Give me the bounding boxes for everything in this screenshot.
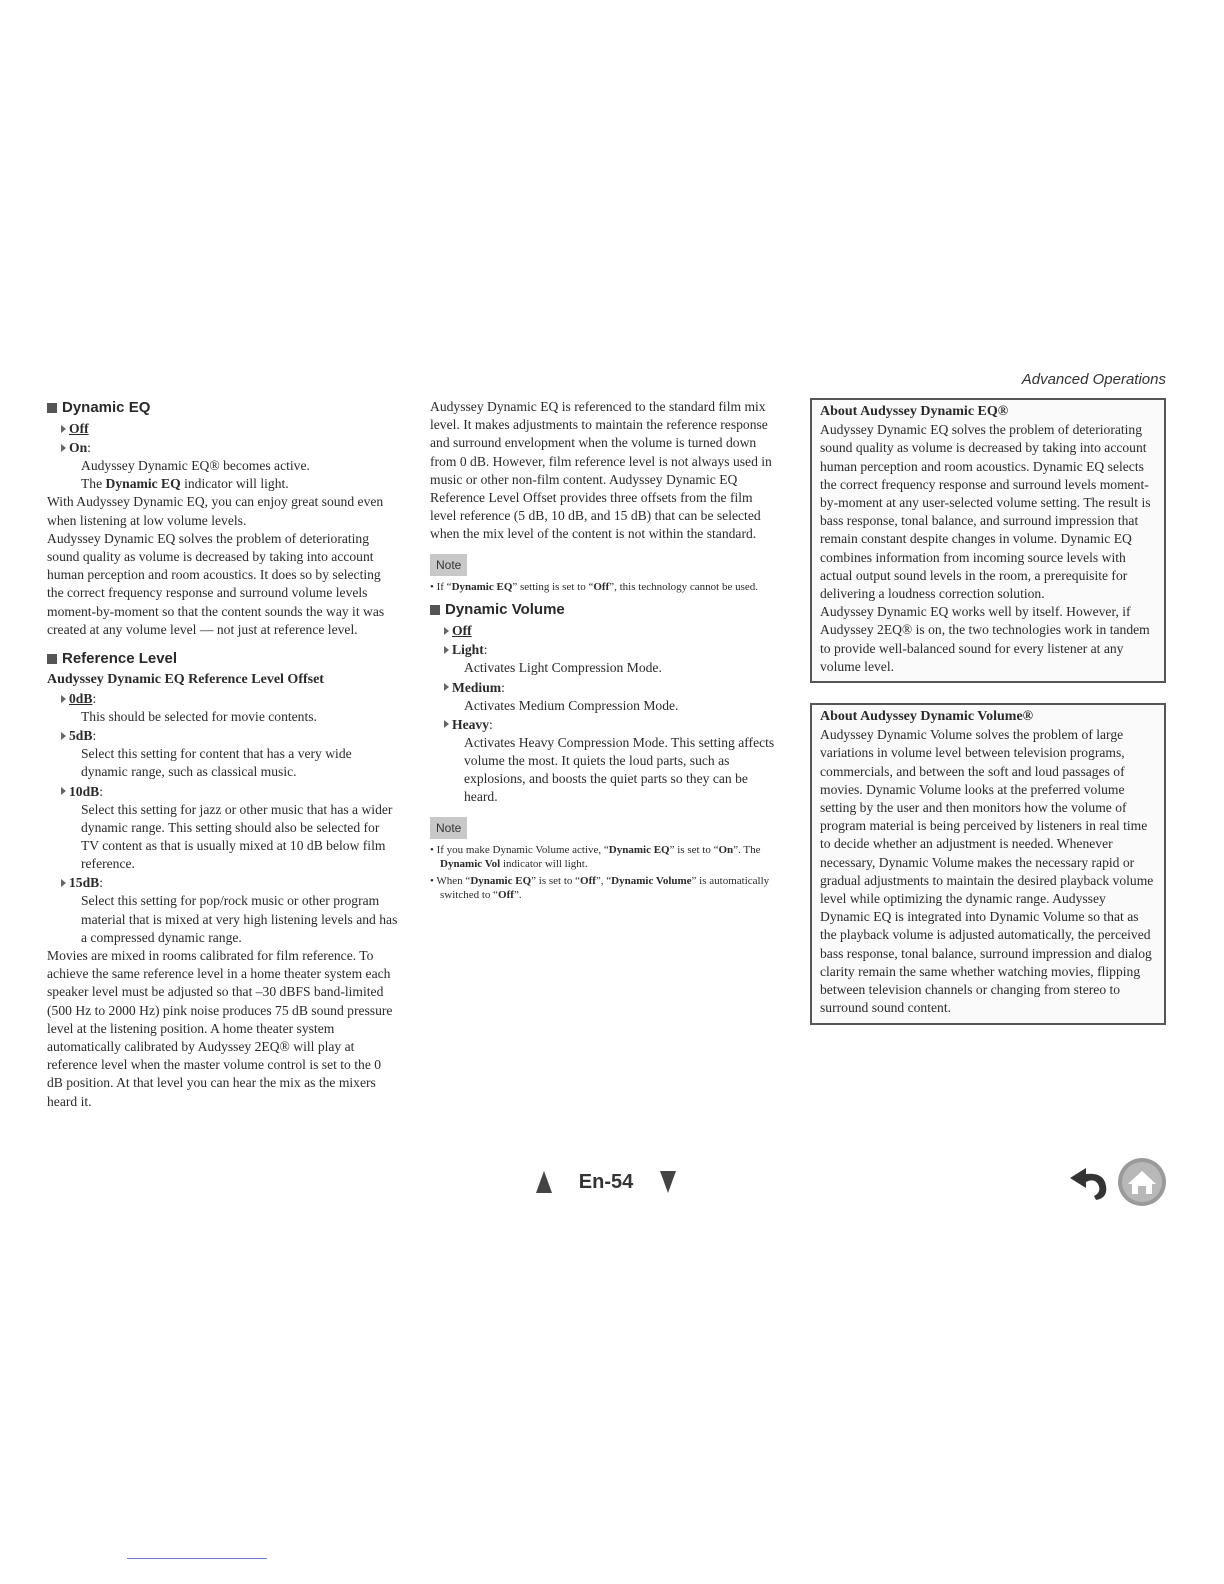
note-label: Note	[430, 817, 467, 839]
option-light: Light :	[430, 640, 782, 659]
info-box-dynamic-eq	[810, 398, 1166, 683]
option-on: On :	[47, 438, 399, 457]
square-bullet-icon	[47, 403, 57, 413]
paragraph: Movies are mixed in rooms calibrated for film reference. To achieve the same reference level in a home theater system each speaker level must be adjusted so that –30 dBFS band-limited (500 Hz to 2000 Hz) pink noise produces 75 dB sound pressure level at the listening position. A home theater system automatically calibrated by Audyssey 2EQ® will play at reference level when the master volume control is set to the 0 dB position. At that level you can hear the mix as the mixers heard it.	[47, 948, 393, 1109]
option-10db: 10dB :	[47, 782, 399, 801]
heading-reference-level: Reference Level	[47, 649, 399, 669]
triangle-bullet-icon	[61, 695, 66, 703]
back-arrow-icon[interactable]	[1070, 1168, 1106, 1200]
option-off: Off	[430, 621, 782, 640]
page-navigation	[536, 1166, 676, 1198]
option-desc: Activates Light Compression Mode.	[464, 660, 662, 676]
triangle-bullet-icon	[61, 879, 66, 887]
triangle-bullet-icon	[444, 646, 449, 654]
option-off: Off	[47, 419, 399, 438]
note-list	[430, 580, 782, 595]
page-number: En-54	[578, 1170, 634, 1193]
note-item: • If “Dynamic EQ” setting is set to “Off”, this technology cannot be used.	[430, 580, 759, 593]
heading-dynamic-volume: Dynamic Volume	[430, 600, 782, 620]
nav-icons	[1062, 1156, 1168, 1208]
subheading-offset: Audyssey Dynamic EQ Reference Level Offset	[47, 672, 324, 688]
paragraph: Audyssey Dynamic EQ solves the problem of deteriorating sound quality as volume is decreased by taking into account human perception and room acoustics. It does so by selecting the correct frequency response and surround volume levels moment-by-moment so that the content sounds the way it was created at any volume level — not just at reference level.	[47, 530, 385, 637]
info-box-dynamic-volume	[810, 703, 1166, 1024]
option-desc: This should be selected for movie contents.	[81, 709, 317, 725]
column-right	[810, 398, 1166, 1025]
option-desc: Activates Heavy Compression Mode. This setting affects volume the most. It quiets the loud parts, such as explosions, and boosts the quiet parts so they can be heard.	[464, 734, 775, 805]
note-list	[430, 843, 782, 903]
note-item: • When “Dynamic EQ” is set to “Off”, “Dynamic Volume” is automatically switched to “Off”.	[430, 874, 770, 902]
section-header: Advanced Operations	[1021, 371, 1166, 388]
triangle-bullet-icon	[444, 627, 449, 635]
triangle-bullet-icon	[444, 683, 449, 691]
heading-dynamic-eq: Dynamic EQ	[47, 398, 399, 418]
option-desc: Select this setting for jazz or other music that has a wider dynamic range. This setting should also be selected for TV content as that is usually mixed at 10 dB below film reference.	[81, 801, 393, 872]
triangle-bullet-icon	[61, 444, 66, 452]
triangle-down-icon[interactable]	[660, 1171, 676, 1193]
triangle-bullet-icon	[61, 787, 66, 795]
option-desc: Activates Medium Compression Mode.	[464, 697, 679, 713]
option-desc: Select this setting for pop/rock music or other program material that is mixed at very high listening levels and has a compressed dynamic range.	[81, 893, 398, 945]
box-title: About Audyssey Dynamic EQ®	[820, 404, 1009, 419]
square-bullet-icon	[430, 605, 440, 615]
box-title: About Audyssey Dynamic Volume®	[820, 709, 1034, 725]
box-paragraph: Audyssey Dynamic Volume solves the problem of large variations in volume level between television programs, commercials, and between the soft and loud passages of movies. Dynamic Volume looks at the preferred volume setting by the user and then monitors how the volume of program material is being perceived by listeners in real time to decide whether an adjustment is needed. Whenever necessary, Dynamic Volume makes the necessary rapid or gradual adjustments to maintain the desired playback volume level while optimizing the dynamic range. Audyssey Dynamic EQ is integrated into Dynamic Volume so that as the playback volume is adjusted automatically, the perceived bass response, tonal balance, surround impression and dialog clarity remain the same whether watching movies, flipping between television channels or changing from stereo to surround sound content.	[820, 727, 1154, 1016]
triangle-bullet-icon	[61, 425, 66, 433]
option-on-desc-indicator: The Dynamic EQ indicator will light.	[81, 476, 289, 492]
divider-line	[127, 1558, 267, 1559]
option-heavy: Heavy :	[430, 715, 782, 734]
square-bullet-icon	[47, 654, 57, 664]
option-medium: Medium :	[430, 678, 782, 697]
option-0db: 0dB :	[47, 689, 399, 708]
triangle-up-icon[interactable]	[536, 1171, 552, 1193]
home-icon[interactable]	[1118, 1158, 1166, 1206]
option-5db: 5dB :	[47, 726, 399, 745]
paragraph: Audyssey Dynamic EQ is referenced to the standard film mix level. It makes adjustments to maintain the reference response and surround envelopment when the volume is turned down from 0 dB. However, film reference level is not always used in music or other non-film content. Audyssey Dynamic EQ Reference Level Offset provides three offsets from the film level reference (5 dB, 10 dB, and 15 dB) that can be selected when the mix level of the content is not within the standard.	[430, 399, 772, 542]
triangle-bullet-icon	[444, 720, 449, 728]
paragraph: With Audyssey Dynamic EQ, you can enjoy great sound even when listening at low volume levels.	[47, 494, 384, 528]
column-middle	[430, 398, 782, 905]
option-15db: 15dB :	[47, 873, 399, 892]
note-item: • If you make Dynamic Volume active, “Dynamic EQ” is set to “On”. The Dynamic Vol indicator will light.	[430, 843, 761, 871]
column-left	[47, 398, 399, 1111]
option-on-desc: Audyssey Dynamic EQ® becomes active.	[81, 458, 310, 473]
box-paragraph: Audyssey Dynamic EQ works well by itself. However, if Audyssey 2EQ® is on, the two technologies work in tandem to provide well-balanced sound for every listener at any volume level.	[820, 604, 1150, 674]
option-desc: Select this setting for content that has a very wide dynamic range, such as classical music.	[81, 746, 352, 780]
box-paragraph: Audyssey Dynamic EQ solves the problem of deteriorating sound quality as volume is decreased by taking into account human perception and room acoustics. Dynamic EQ selects the correct frequency response and surround levels moment-by-moment at any user-selected volume setting. The result is bass response, tonal balance, and surround impression that remain constant despite changes in volume. Dynamic EQ combines information from incoming source levels with actual output sound levels in the room, a prerequisite for delivering a loudness correction solution.	[820, 422, 1151, 602]
note-label: Note	[430, 554, 467, 576]
triangle-bullet-icon	[61, 732, 66, 740]
